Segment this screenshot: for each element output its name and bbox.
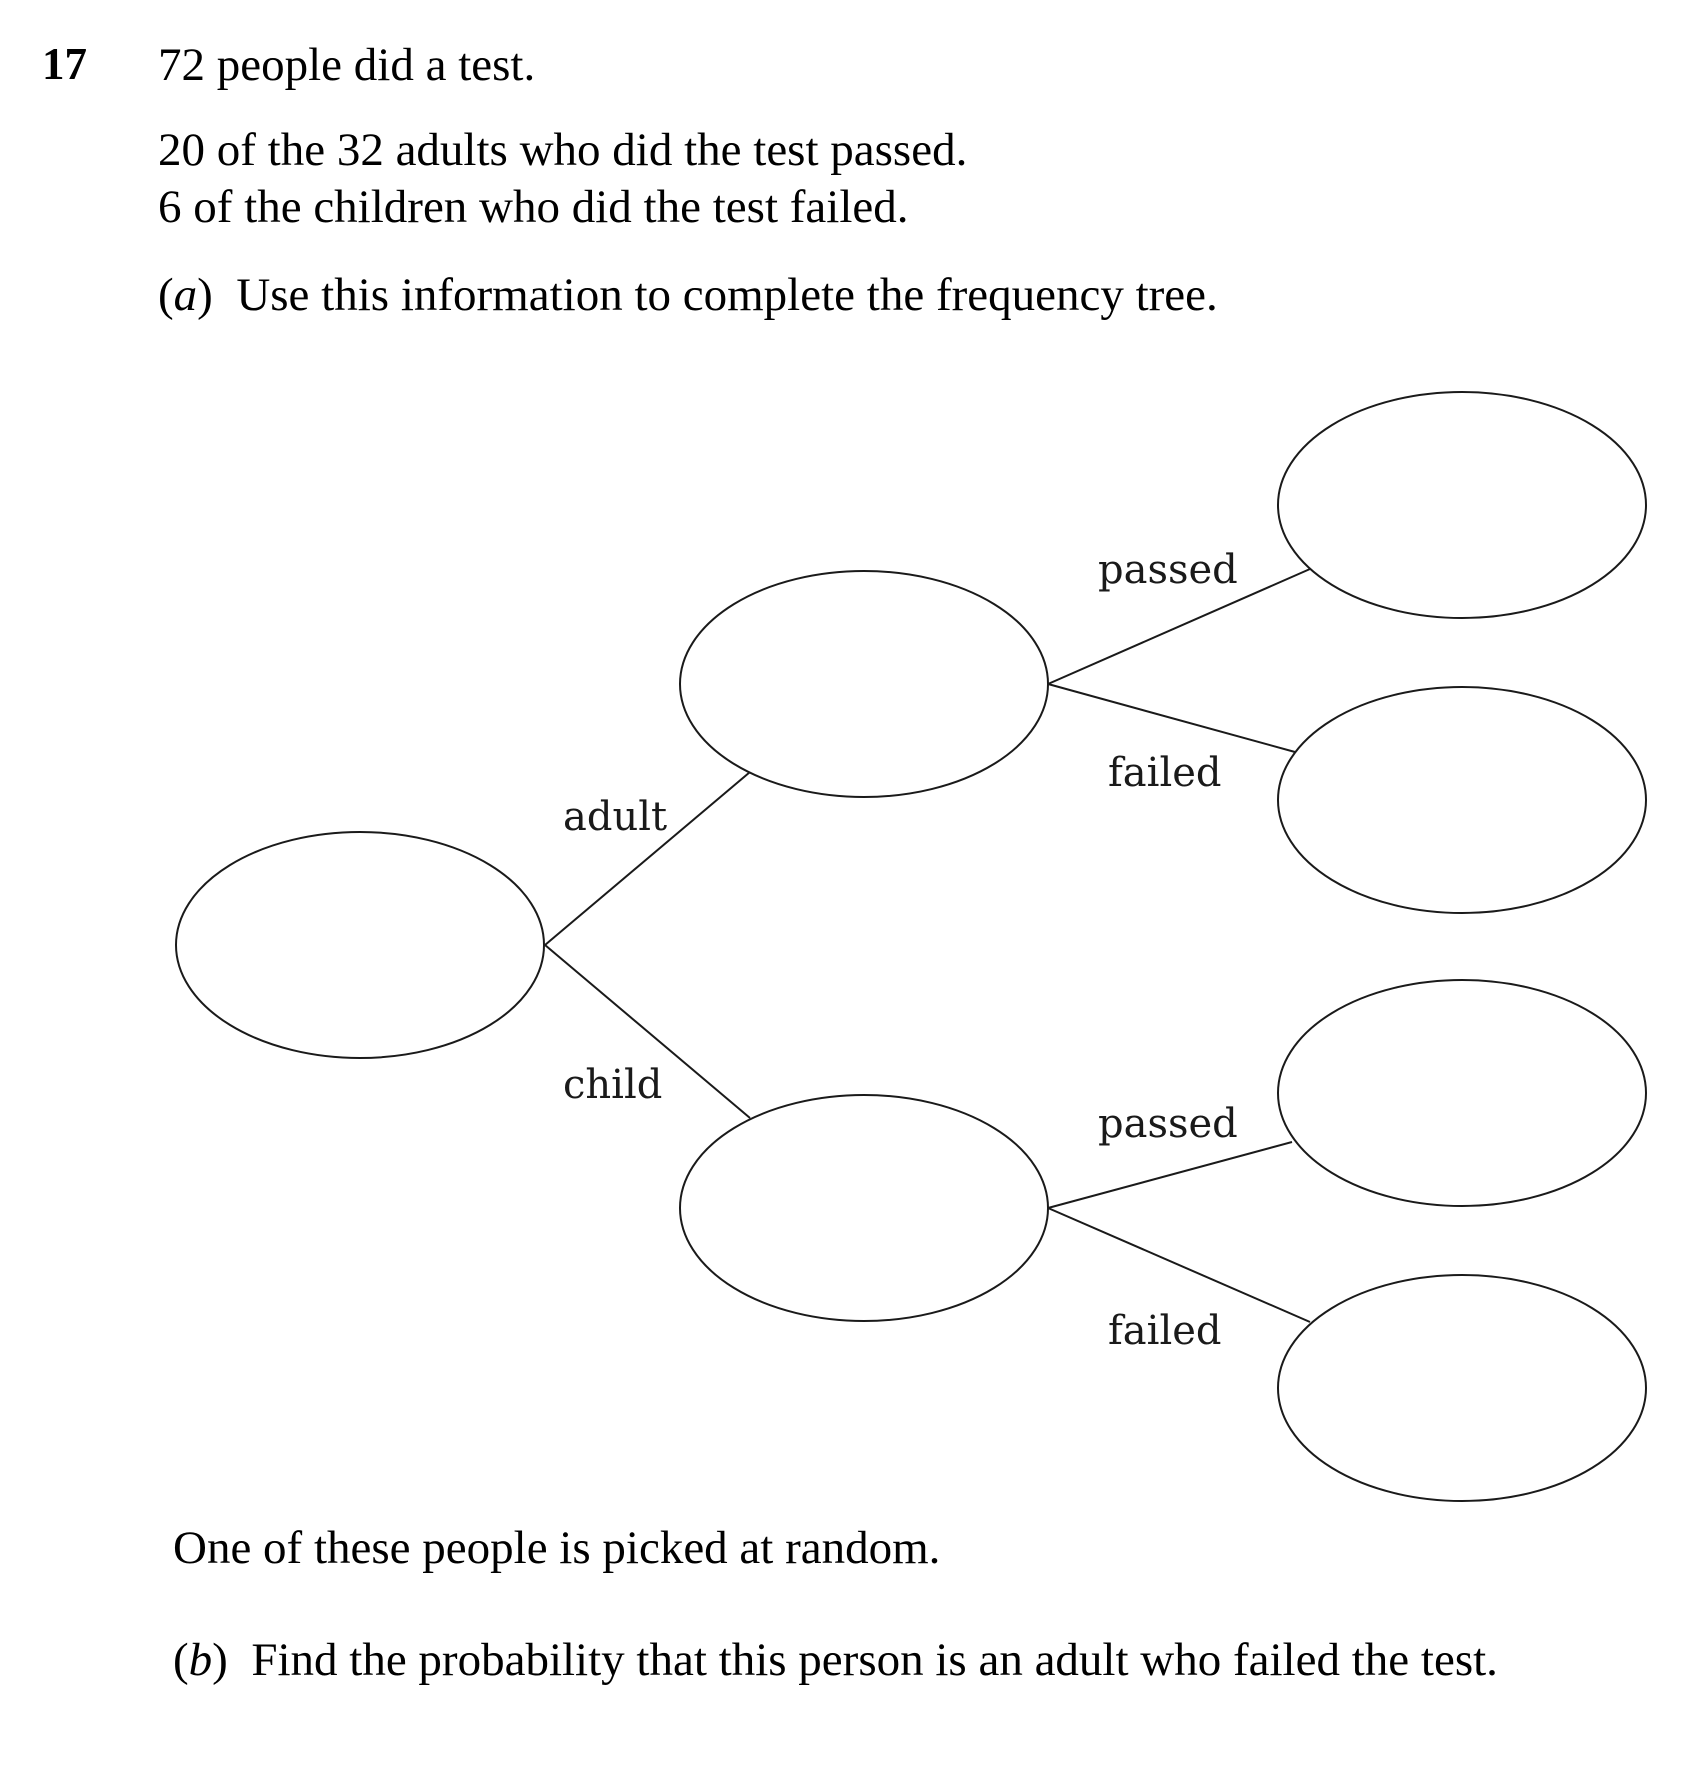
node-adult-passed[interactable] <box>1278 392 1646 618</box>
question-intro: 72 people did a test. <box>158 39 536 91</box>
part-b-letter: b <box>188 1634 213 1686</box>
node-adult-failed[interactable] <box>1278 687 1646 913</box>
node-child[interactable] <box>680 1095 1048 1321</box>
branch-label-adult: adult <box>563 794 668 840</box>
branch-line-child-failed <box>1048 1208 1310 1322</box>
part-b-close-paren: ) <box>212 1634 228 1686</box>
branch-label-child-failed: failed <box>1108 1308 1222 1354</box>
part-b-open-paren: ( <box>173 1634 189 1686</box>
question-number: 17 <box>42 39 87 89</box>
part-b-question <box>173 1634 1498 1686</box>
branch-line-adult-failed <box>1048 684 1295 752</box>
node-total[interactable] <box>176 832 544 1058</box>
branch-label-adult-failed: failed <box>1108 750 1222 796</box>
part-a-letter: a <box>173 269 198 321</box>
part-b-text: Find the probability that this person is an adult who failed the test. <box>251 1634 1498 1686</box>
node-child-passed[interactable] <box>1278 980 1646 1206</box>
branch-label-adult-passed: passed <box>1098 547 1238 593</box>
part-a-text: Use this information to complete the frequency tree. <box>236 269 1218 321</box>
fact-children: 6 of the children who did the test failed. <box>158 181 909 233</box>
picked-at-random: One of these people is picked at random. <box>173 1522 941 1574</box>
branch-label-child: child <box>563 1062 663 1108</box>
branch-line-child-passed <box>1048 1142 1292 1208</box>
node-child-failed[interactable] <box>1278 1275 1646 1501</box>
part-a-open-paren: ( <box>158 269 174 321</box>
part-a-close-paren: ) <box>197 269 213 321</box>
node-adult[interactable] <box>680 571 1048 797</box>
branch-label-child-passed: passed <box>1098 1101 1238 1147</box>
fact-adults: 20 of the 32 adults who did the test passed. <box>158 124 968 176</box>
